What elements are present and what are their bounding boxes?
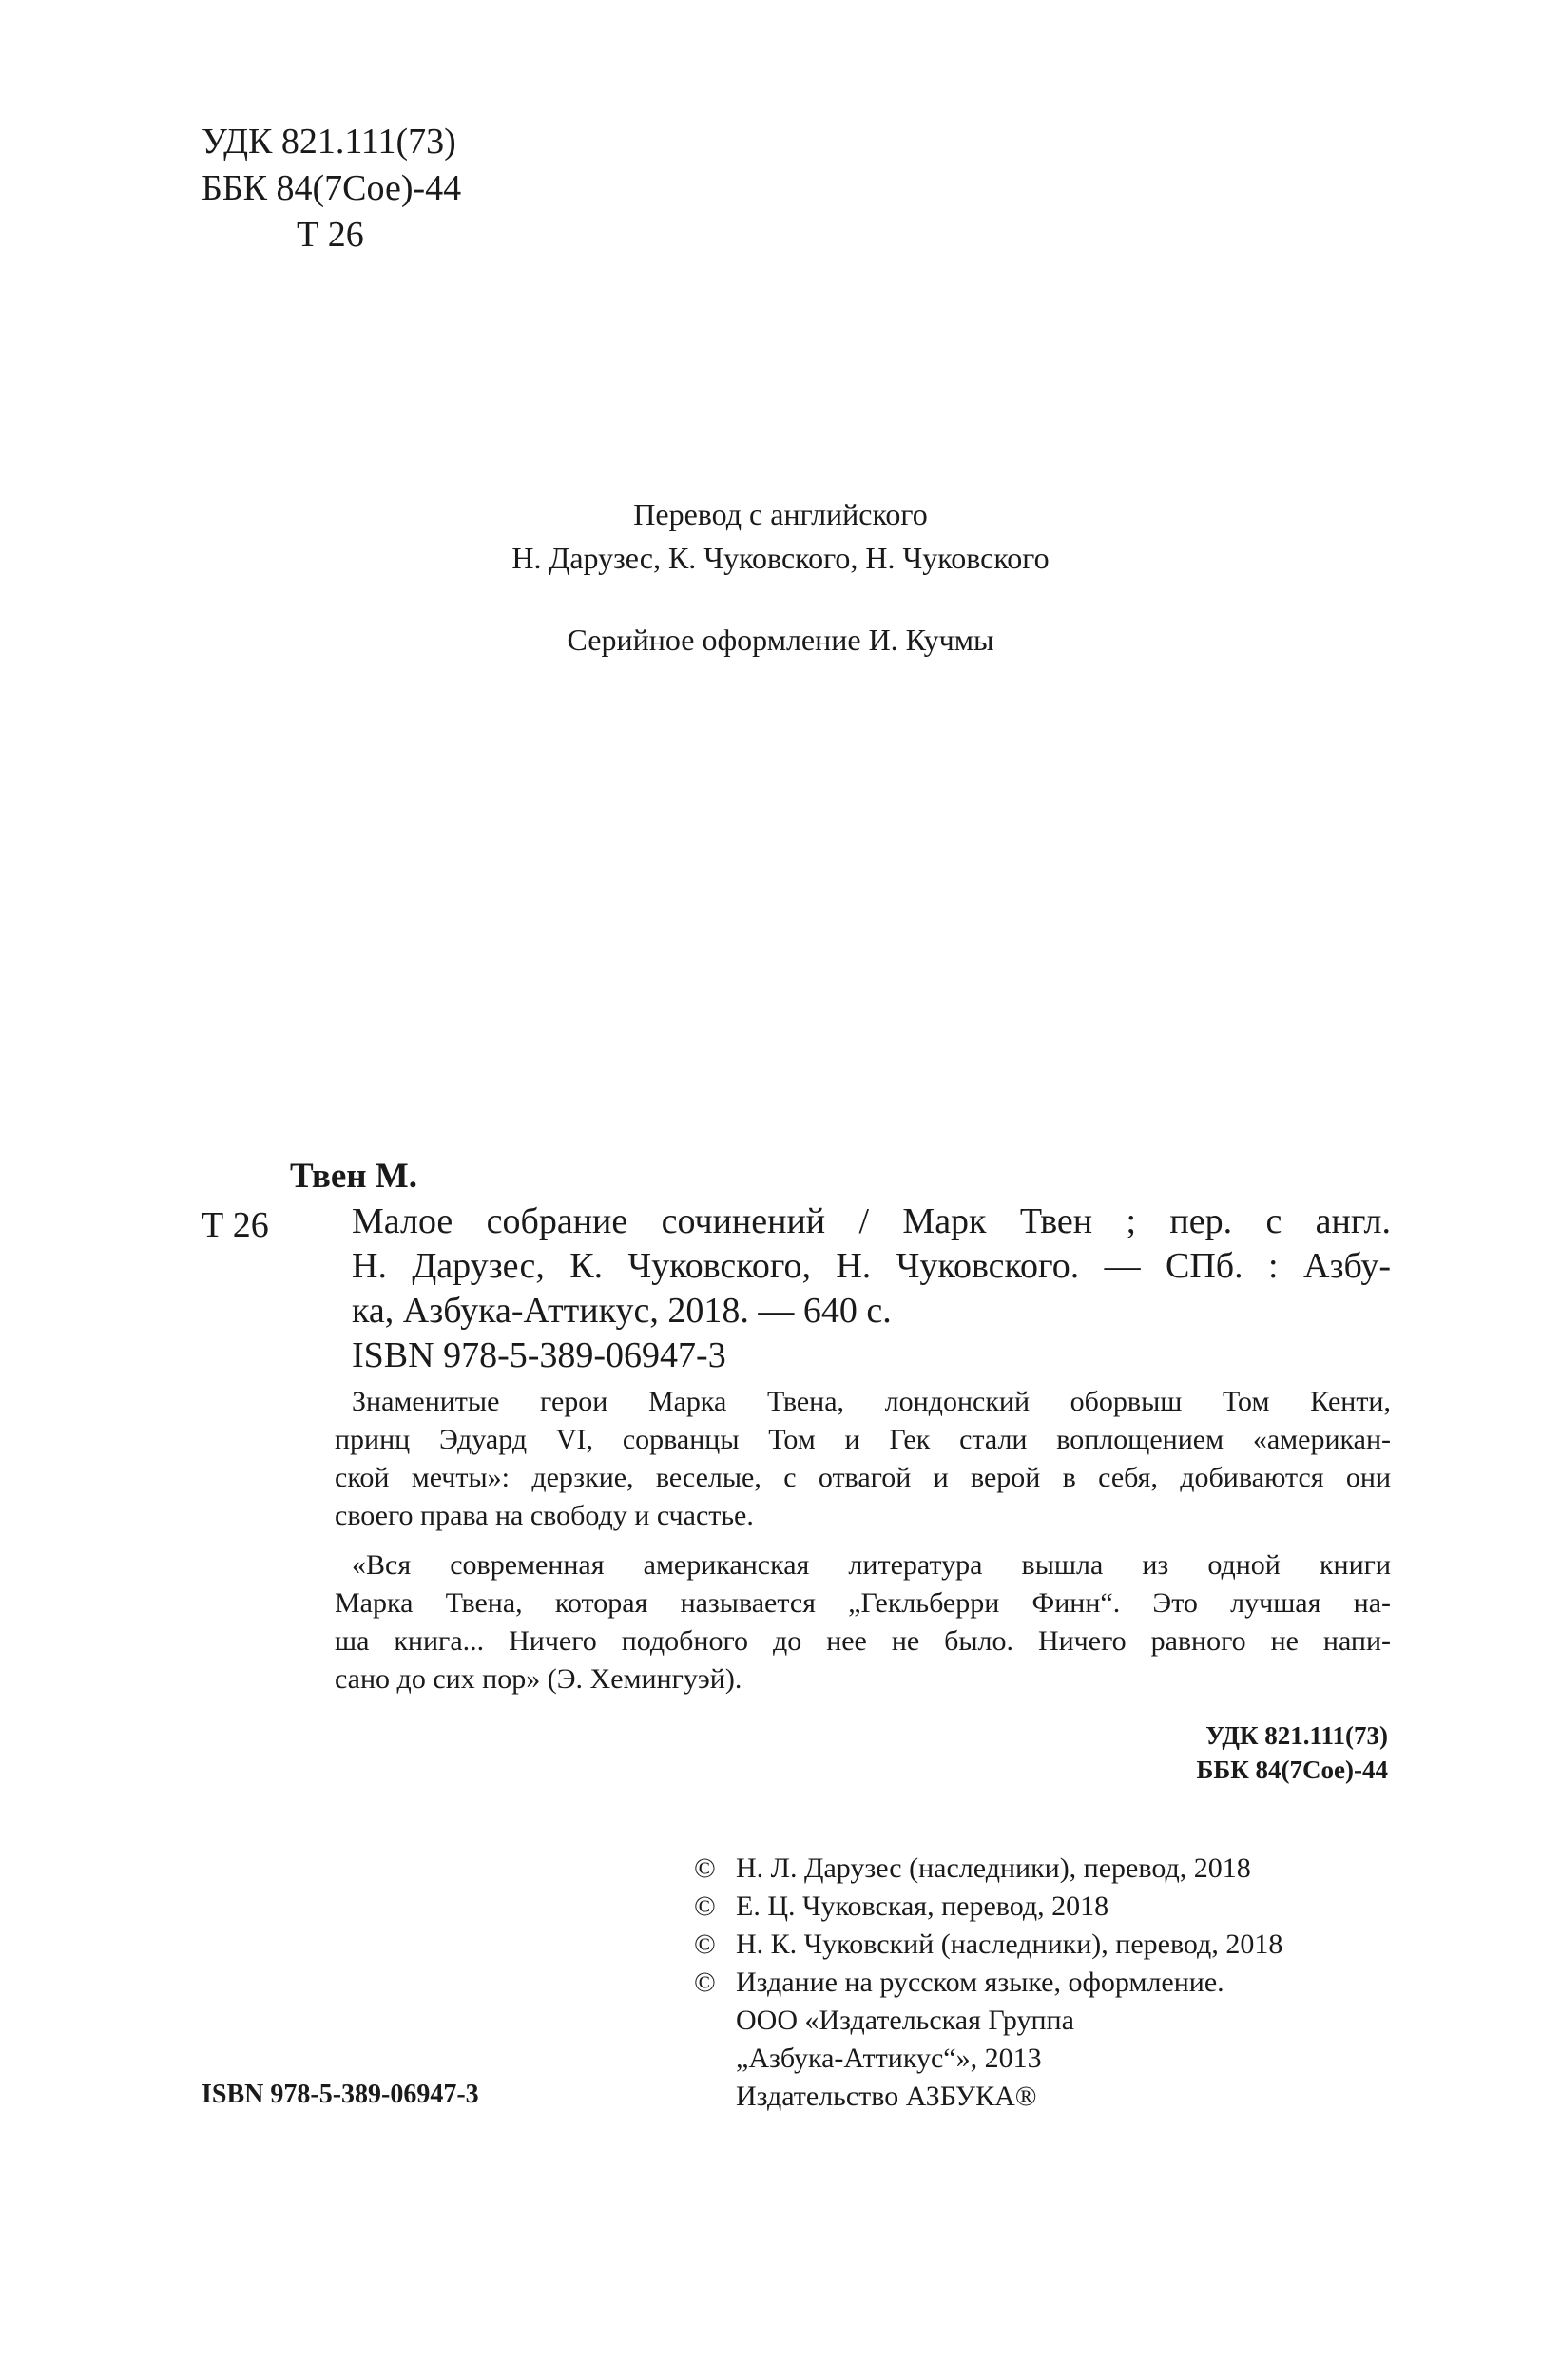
abstract-line: своего права на свободу и счастье. xyxy=(335,1500,754,1531)
abstract-line: сано до сих пор» (Э. Хемингуэй). xyxy=(335,1663,742,1695)
copyright-line: © Н. Л. Дарузес (наследники), перевод, 2018 xyxy=(694,1850,1282,1888)
top-classification-codes xyxy=(202,119,461,259)
abstract-paragraph-2 xyxy=(335,1546,1391,1699)
abstract-line: ша книга... Ничего подобного до нее не было. Ничего равного не напи- xyxy=(335,1625,1391,1657)
bottom-classification-codes xyxy=(1197,1718,1389,1787)
isbn-bottom: ISBN 978-5-389-06947-3 xyxy=(202,2080,479,2109)
copyright-icon: © xyxy=(694,1852,716,1884)
author-mark: Т 26 xyxy=(297,215,364,255)
udk-code-bottom: УДК 821.111(73) xyxy=(1205,1721,1388,1750)
entry-author: Твен М. xyxy=(290,1157,417,1196)
series-design: Серийное оформление И. Кучмы xyxy=(567,623,994,657)
copyright-icon: © xyxy=(694,1929,716,1960)
abstract-line: принц Эдуард VI, сорванцы Том и Гек стали воплощением «американ- xyxy=(335,1424,1391,1455)
publisher-line: ООО «Издательская Группа xyxy=(736,2005,1074,2036)
copyright-block xyxy=(694,1850,1282,2116)
abstract xyxy=(335,1383,1391,1710)
bbk-code: ББК 84(7Сое)-44 xyxy=(202,168,462,208)
copyright-line: © Издание на русском языке, оформление. xyxy=(694,1964,1282,2002)
copyright-line: © Н. К. Чуковский (наследники), перевод, 2018 xyxy=(694,1926,1282,1964)
translation-note: Перевод с английского xyxy=(633,497,928,531)
abstract-line: «Вся современная американская литература вышла из одной книги xyxy=(352,1549,1391,1581)
entry-code: Т 26 xyxy=(202,1205,269,1245)
entry-isbn: ISBN 978-5-389-06947-3 xyxy=(352,1335,726,1375)
copyright-icon: © xyxy=(694,1967,716,1998)
entry-description xyxy=(352,1200,1391,1378)
udk-code: УДК 821.111(73) xyxy=(202,122,456,162)
abstract-line: Знаменитые герои Марка Твена, лондонский оборвыш Том Кенти, xyxy=(352,1386,1391,1417)
description-line: Малое собрание сочинений / Марк Твен ; пер. с англ. xyxy=(352,1201,1391,1241)
copyright-line: © Е. Ц. Чуковская, перевод, 2018 xyxy=(694,1888,1282,1926)
copyright-icon: © xyxy=(694,1891,716,1922)
abstract-line: ской мечты»: дерзкие, веселые, с отвагой и верой в себя, добиваются они xyxy=(335,1462,1391,1493)
abstract-paragraph-1 xyxy=(335,1383,1391,1535)
bbk-code-bottom: ББК 84(7Сое)-44 xyxy=(1196,1756,1388,1784)
publisher-line: „Азбука-Аттикус“», 2013 xyxy=(736,2043,1042,2074)
description-line: Н. Дарузес, К. Чуковского, Н. Чуковского. — СПб. : Азбу- xyxy=(352,1246,1391,1286)
translators: Н. Дарузес, К. Чуковского, Н. Чуковского xyxy=(511,541,1050,575)
publisher-line: Издательство АЗБУКА® xyxy=(736,2081,1037,2112)
translation-credits xyxy=(0,492,1561,662)
description-line: ка, Азбука-Аттикус, 2018. — 640 с. xyxy=(352,1291,892,1331)
abstract-line: Марка Твена, которая называется „Гекльберри Финн“. Это лучшая на- xyxy=(335,1587,1391,1619)
